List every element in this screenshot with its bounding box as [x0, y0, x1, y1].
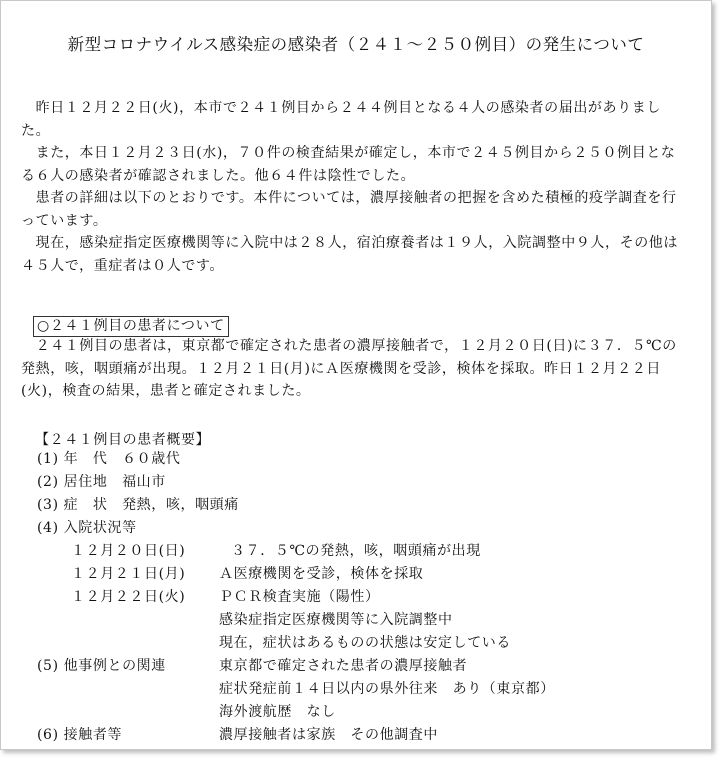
timeline-text-3c: 現在，症状はあるものの状態は安定している [219, 635, 511, 651]
timeline-date-3: １２月２２日(火) [71, 589, 186, 605]
case-heading: ○２４１例目の患者について [33, 316, 229, 337]
timeline-text-2: Ａ医療機関を受診，検体を採取 [219, 566, 424, 582]
summary-title: 【２４１例目の患者概要】 [35, 432, 211, 448]
item-age: (1) 年 代 ６０歳代 [37, 451, 181, 467]
item-contacts: (6) 接触者等 [37, 727, 123, 743]
item-symptoms: (3) 症 状 発熱，咳，咽頭痛 [37, 497, 239, 513]
case-description: ２４１例目の患者は，東京都で確定された患者の濃厚接触者で，１２月２０日(日)に３７．５℃の発熱，咳，咽頭痛が出現。１２月２１日(月)にＡ医療機関を受診，検体を採取。昨日１２月２２日(火)，検査の結果，患者と確定されました。 [21, 338, 677, 399]
relation-text-2: 症状発症前１４日以内の県外往来 あり（東京都） [219, 681, 555, 697]
timeline-text-1: ３７．５℃の発熱，咳，咽頭痛が出現 [231, 543, 481, 559]
timeline-date-2: １２月２１日(月) [71, 566, 186, 582]
item-residence: (2) 居住地 福山市 [37, 474, 166, 490]
intro-section [21, 97, 689, 277]
intro-paragraph-4: 現在，感染症指定医療機関等に入院中は２８人，宿泊療養者は１９人，入院調整中９人，その他は４５人で，重症者は０人です。 [21, 235, 678, 274]
relation-text-3: 海外渡航歴 なし [219, 704, 336, 720]
intro-paragraph-3: 患者の詳細は以下のとおりです。本件については，濃厚接触者の把握を含めた積極的疫学調査を行っています。 [21, 190, 677, 229]
item-hospitalization: (4) 入院状況等 [37, 520, 137, 536]
item-relation: (5) 他事例との関連 [37, 658, 166, 674]
timeline-date-1: １２月２０日(日) [71, 543, 186, 559]
timeline-text-3a: ＰＣＲ検査実施（陽性） [219, 589, 380, 605]
timeline-text-3b: 感染症指定医療機関等に入院調整中 [219, 612, 453, 628]
contacts-text: 濃厚接触者は家族 その他調査中 [219, 727, 438, 743]
document-title: 新型コロナウイルス感染症の感染者（２４１～２５０例目）の発生について [67, 35, 645, 54]
relation-text-1: 東京都で確定された患者の濃厚接触者 [219, 658, 468, 674]
intro-paragraph-2: また，本日１２月２３日(水)，７０件の検査結果が確定し，本市で２４５例目から２５０例目となる６人の感染者が確認されました。他６４件は陰性でした。 [21, 145, 676, 184]
intro-paragraph-1: 昨日１２月２２日(火)，本市で２４１例目から２４４例目となる４人の感染者の届出がありました。 [21, 100, 661, 139]
